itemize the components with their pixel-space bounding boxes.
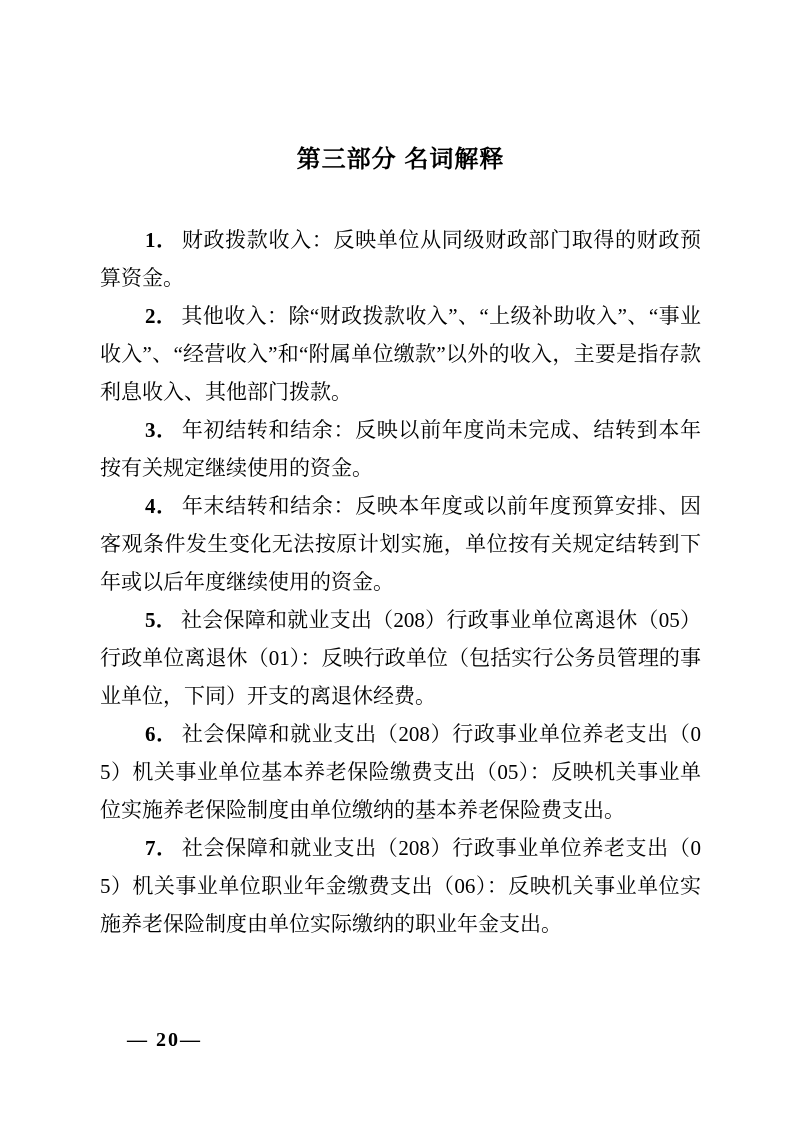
definition-paragraph-1 xyxy=(100,221,701,297)
definition-paragraph-2 xyxy=(100,297,701,411)
document-body xyxy=(100,221,701,943)
definition-paragraph-6 xyxy=(100,715,701,829)
paragraph-text: 社会保障和就业支出（208）行政事业单位养老支出（05）机关事业单位基本养老保险缴费支出（05）：反映机关事业单位实施养老保险制度由单位缴纳的基本养老保险费支出。 xyxy=(100,722,702,822)
paragraph-number: 6． xyxy=(145,722,178,746)
definition-paragraph-3 xyxy=(100,411,701,487)
paragraph-number: 7． xyxy=(145,836,178,860)
paragraph-number: 4． xyxy=(145,494,178,518)
paragraph-number: 5． xyxy=(145,608,177,632)
paragraph-text: 年末结转和结余：反映本年度或以前年度预算安排、因客观条件发生变化无法按原计划实施，单位按有关规定结转到下年或以后年度继续使用的资金。 xyxy=(100,494,702,594)
definition-paragraph-4 xyxy=(100,487,701,601)
paragraph-text: 年初结转和结余：反映以前年度尚未完成、结转到本年按有关规定继续使用的资金。 xyxy=(100,418,702,480)
definition-paragraph-5 xyxy=(100,601,701,715)
paragraph-text: 其他收入：除“财政拨款收入”、“上级补助收入”、“事业收入”、“经营收入”和“附属单位缴款”以外的收入，主要是指存款利息收入、其他部门拨款。 xyxy=(100,304,702,404)
paragraph-number: 2． xyxy=(145,304,178,328)
page-number: — 20— xyxy=(127,1029,202,1051)
definition-paragraph-7 xyxy=(100,829,701,943)
paragraph-text: 财政拨款收入：反映单位从同级财政部门取得的财政预算资金。 xyxy=(100,228,702,290)
paragraph-number: 1． xyxy=(145,228,178,252)
page-title: 第三部分 名词解释 xyxy=(296,146,505,173)
paragraph-text: 社会保障和就业支出（208）行政事业单位离退休（05）行政单位离退休（01）：反映行政单位（包括实行公务员管理的事业单位，下同）开支的离退休经费。 xyxy=(100,608,702,708)
paragraph-number: 3． xyxy=(145,418,178,442)
paragraph-text: 社会保障和就业支出（208）行政事业单位养老支出（05）机关事业单位职业年金缴费支出（06）：反映机关事业单位实施养老保险制度由单位实际缴纳的职业年金支出。 xyxy=(100,836,702,936)
